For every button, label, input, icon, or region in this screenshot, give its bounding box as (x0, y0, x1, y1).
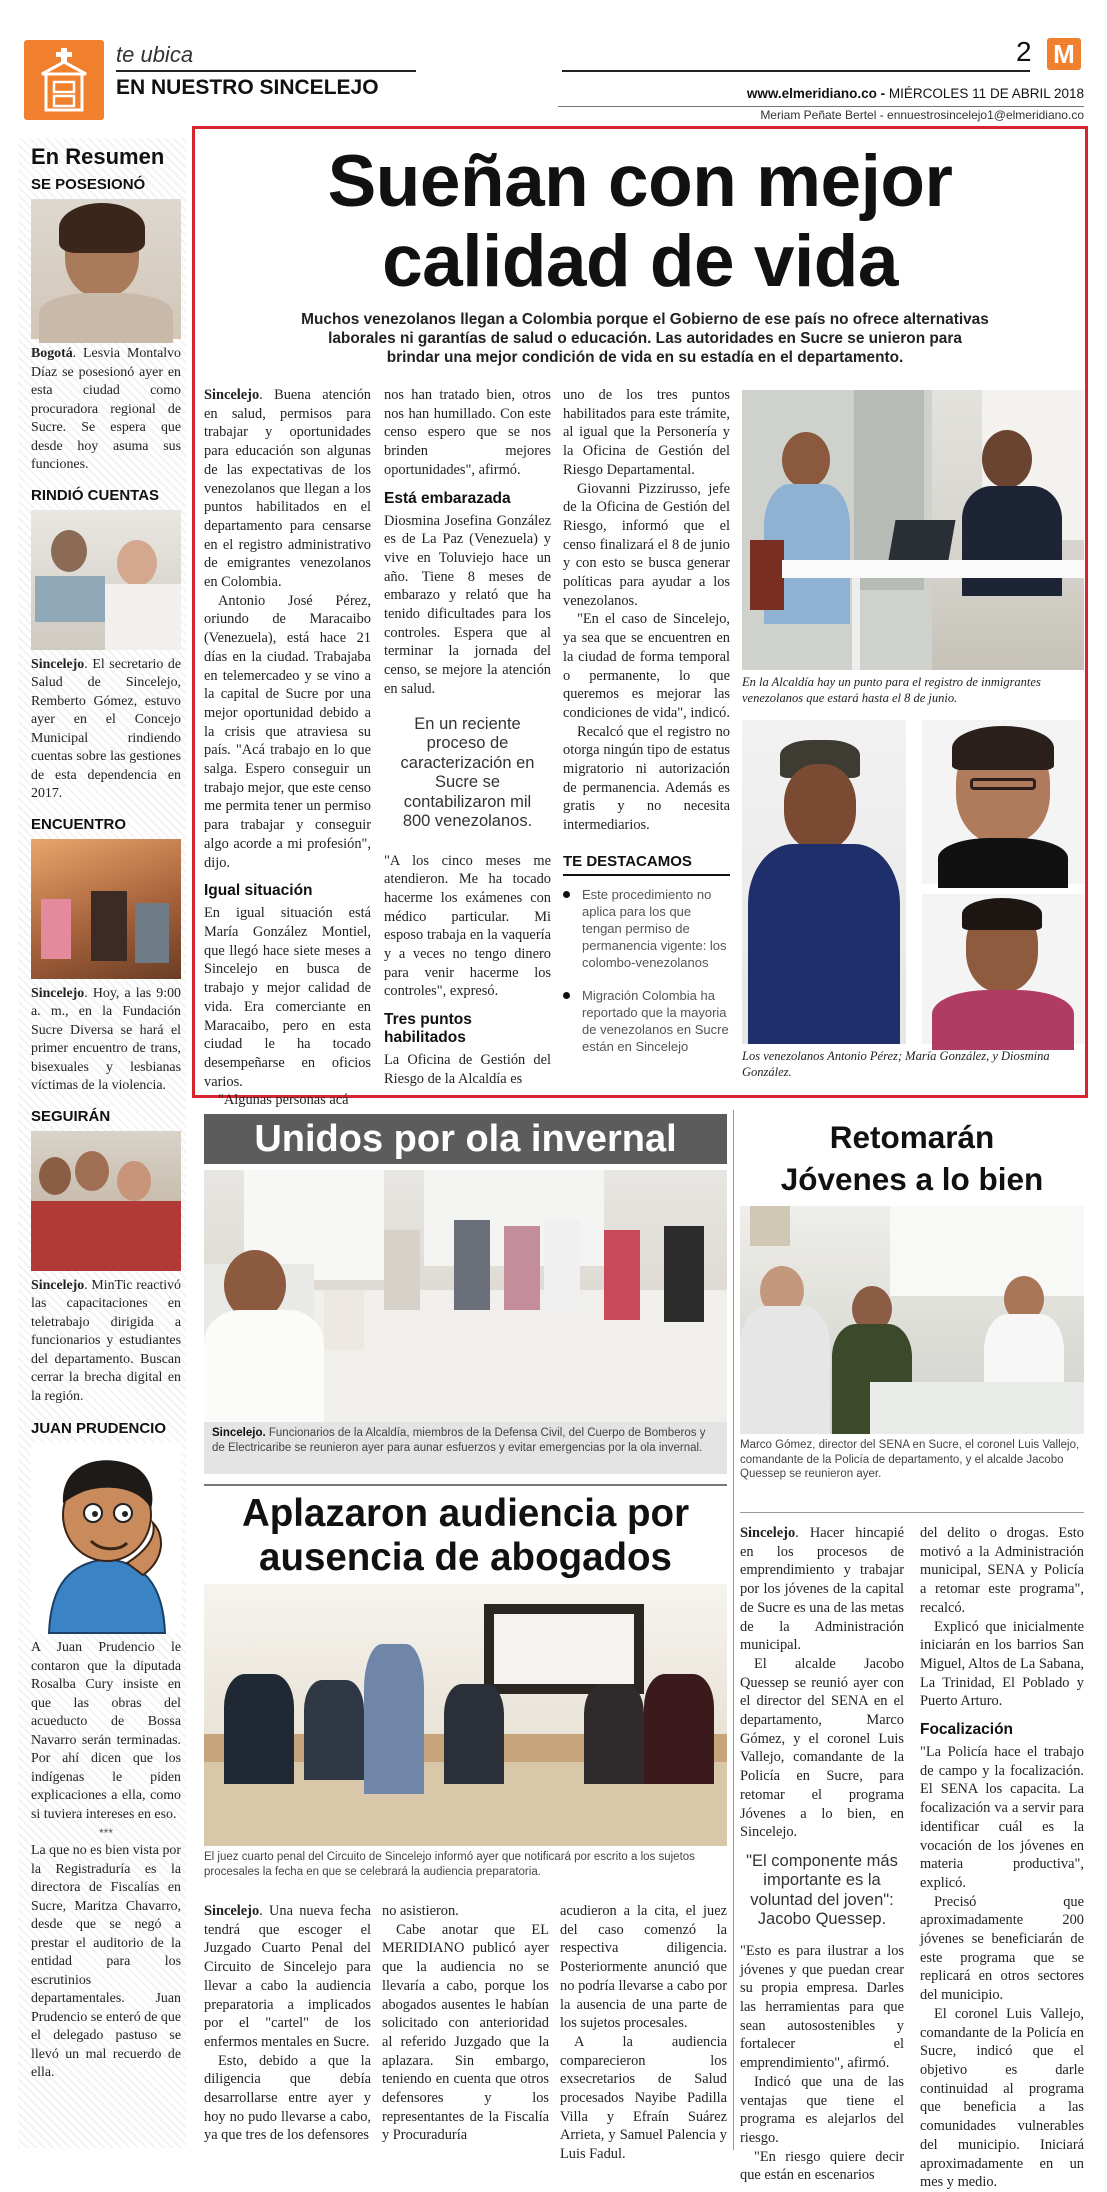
juan-prudencio-cartoon (31, 1443, 181, 1633)
photo-ola-meeting (204, 1170, 727, 1422)
ola-caption: Sincelejo. Funcionarios de la Alcaldía, miembros de la Defensa Civil, del Cuerpo de Bomberos y de Electricaribe se reunieron ayer para aunar esfuerzos y evitar emergencias por la ola invernal. (212, 1427, 706, 1454)
brief-text-5b: La que no es bien vista por la Registraduría es la directora de Fiscalías en Sucre, Maritza Chavarro, desde que se negó a prestar el auditorio de la entidad para los escrutinios departamentales. Juan Prudencio se enteró de que el delegado pastuso se llevó un mal recuerdo de ella. (31, 1843, 181, 2080)
subhead-embarazada: Está embarazada (384, 489, 511, 507)
separator: *** (98, 1826, 113, 1840)
brief-head-3: ENCUENTRO (31, 815, 127, 833)
photo-antonio (742, 720, 906, 1044)
brief-head-4: SEGUIRÁN (31, 1107, 111, 1125)
audiencia-col-1: Sincelejo. Una nueva fecha tendrá que escoger el Juzgado Cuarto Penal del Circuito de Sincelejo para llevar a cabo la audiencia preparatoria a implicados por el "cartel" de los enfermos mentales en Sucre. Esto, debido a que la diligencia que debía desarrollarse entre ayer y hoy no pudo llevarse a cabo, ya que tres de los defensores (204, 1903, 371, 2144)
brief-photo-1 (31, 199, 181, 339)
jovenes-col-1: Sincelejo. Hacer hincapié en los procesos de emprendimiento y trabajar por los jóvenes de la capital de Sucre es una de las metas de la Administración municipal. El alcalde Jacobo Quessep se reunió ayer con el director del SENA en el departamento, Marco Gómez, y el coronel Luis Vallejo, comandante de la Policía en Sucre, para retomar el programa Jóvenes a lo bien, en Sincelejo. "El componente más importante es la voluntad del joven": Jacobo Quessep. "Esto es para ilustrar a los jóvenes y que puedan crear su propia empresa. Darles las herramientas para que sean autosostenibles y fortalecer el emprendimiento", afirmó. Indicó que una de las ventajas que tiene el programa es alejarlos del riesgo. "En riesgo quiere decir que están en escenarios (740, 1525, 904, 2184)
issue-date: MIÉRCOLES 11 DE ABRIL 2018 (885, 86, 1084, 101)
pull-quote-census: En un reciente proceso de caracterización en Sucre se contabilizaron mil 800 venezolanos. (400, 714, 535, 831)
audiencia-col-2: no asistieron. Cabe anotar que EL MERIDIANO publicó ayer que la audiencia no se llevaría a cabo, porque los abogados ausentes le habían solicitado con anterioridad al referido Juzgado que la aplazara. Sin embargo, teniendo en cuenta que otros defensores y los representantes de la Fiscalía y Procuraduría (382, 1903, 549, 2144)
section-tag-big: EN NUESTRO SINCELEJO (116, 76, 379, 99)
subhead-focalizacion: Focalización (920, 1721, 1014, 1739)
ola-headline-bar (204, 1114, 727, 1164)
brief-photo-4 (31, 1131, 181, 1271)
highlight-item: Este procedimiento no aplica para los que tengan permiso de permanencia vigente: los colombo-venezolanos (563, 886, 730, 971)
brief-text-2: Sincelejo. El secretario de Salud de Sincelejo, Remberto Gómez, estuvo ayer en el Concejo Municipal rindiendo cuentas sobre las gestiones de esta dependencia en 2017. (31, 656, 181, 801)
brief-head-1: SE POSESIONÓ (31, 176, 146, 193)
feature-col-2: nos han tratado bien, otros nos han humillado. Con este censo espero que se nos brinden mejores oportunidades", afirmó. Está embarazada Diosmina Josefina González es de La Paz (Venezuela) y vive en Toluviejo hace un año. Tiene 8 meses de embarazo y relató que ha tenido dificultades para los controles. Espera que al terminar la jornada del censo, se mejore la atención en salud. En un reciente proceso de caracterización en Sucre se contabilizaron mil 800 venezolanos. "A los cinco meses me atendieron. Me ha tocado hacerme los exámenes con médico particular. Mi esposo trabaja en la vaquería y a veces no tengo dinero para venir hacerme los controles", expresó. Tres puntos habilitados La Oficina de Gestión del Riesgo de la Alcaldía es (384, 387, 551, 1087)
sidebar-content (31, 144, 181, 2083)
brief-text-3: Sincelejo. Hoy, a las 9:00 a. m., en la Fundación Sucre Diversa se hará el primer encuentro de trans, bisexuales y lesbianas víctimas de la violencia. (31, 985, 181, 1093)
highlight-item: Migración Colombia ha reportado que la mayoria de venezolanos en Sucre están en Sincelejo (563, 987, 730, 1055)
section-tag-small: te ubica (116, 42, 194, 67)
photo-caption-1: En la Alcaldía hay un punto para el registro de inmigrantes venezolanos que estará hasta el 8 de junio. (742, 675, 1041, 705)
jovenes-col-2: del delito o drogas. Esto motivó a la Administración municipal, SENA y Policía a retomar este programa", recalcó. Explicó que inicialmente iniciarán en los barrios San Miguel, Altos de La Sabana, La Trinidad, El Poblado y Puerto Arturo. Focalización "La Policía hace el trabajo de campo y la focalización. El SENA los capacita. La focalización va a servir para identificar cuál es la vocación de los jóvenes en materia productiva", explicó. Precisó que aproximadamente 200 jóvenes se beneficiarán de este programa que se replicará en otros sectores del municipio. El coronel Luis Vallejo, comandante de la Policía en Sucre, indicó que el objetivo es darle continuidad al programa que beneficia a las comunidades vulnerables del municipio. Iniciará aproximadamente en un mes y medio. (920, 1525, 1084, 2191)
photo-maria (922, 720, 1084, 884)
brief-text-5: A Juan Prudencio le contaron que la diputada Rosalba Cury insiste en que las obras del acueducto de Bossa Navarro serán terminadas. Por ahí dicen que los indígenas le piden explicaciones a ella, como si tuviera intereses en eso. (31, 1640, 181, 1822)
brief-text-1: Bogotá. Lesvia Montalvo Díaz se posesionó ayer en esta ciudad como procuradora regional de Sucre. Se espera que desde hoy asuma sus funciones. (31, 346, 181, 472)
brief-photo-2 (31, 510, 181, 650)
feature-headline: Sueñan con mejor calidad de vida (327, 141, 953, 302)
subhead-tres-puntos: Tres puntos habilitados (384, 1011, 472, 1047)
highlights-title: TE DESTACAMOS (563, 853, 730, 876)
sidebar-title: En Resumen (31, 144, 165, 169)
jovenes-caption: Marco Gómez, director del SENA en Sucre, el coronel Luis Vallejo, comandante de la Policía de departamento, y el alcalde Jacobo Quessep se reunieron ayer. (740, 1439, 1080, 1480)
brief-photo-3 (31, 839, 181, 979)
ola-headline: Unidos por ola invernal (254, 1118, 677, 1160)
church-icon (24, 40, 104, 120)
section-rule (204, 1484, 727, 1486)
ola-caption-box (204, 1422, 727, 1474)
pull-quote-quessep: "El componente más importante es la voluntad del joven": Jacobo Quessep. (746, 1851, 898, 1929)
feature-col-3: uno de los tres puntos habilitados para este trámite, al igual que la Personería y la Oficina de Gestión del Riesgo Departamental. Giovanni Pizzirusso, jefe de la Oficina de Gestión del Riesgo, informó que el censo finalizará el 8 de junio y con esto se busca generar políticas para ayudar a los venezolanos. "En el caso de Sincelejo, ya sea que se encuentren en la ciudad de forma temporal o permanente, lo que queremos es mejorar las condiciones de vida", indicó. Recalcó que el registro no otorga ningún tipo de estatus migratorio ni autorización de permanencia. Además es gratis y no necesita intermediarios. TE DESTACAMOS Este procedimiento no aplica para los que tengan permiso de permanencia vigente: los colombo-venezolanos Migración Colombia ha reportado que la mayoria de venezolanos en Sucre están en Sincelejo (563, 387, 730, 1054)
jovenes-headline: Retomarán Jóvenes a lo bien (780, 1119, 1044, 1197)
brief-head-5: JUAN PRUDENCIO (31, 1420, 167, 1437)
feature-col-1: Sincelejo. Buena atención en salud, permisos para trabajar y oportunidades para educación son algunas de las expectativas de los venezolanos que llegan a los puntos habilitados en el departamento para censarse en el registro administrativo de emigrantes venezolanos en Colombia. Antonio José Pérez, oriundo de Maracaibo (Venezuela), está hace 21 días en la ciudad. Trabajaba en telemercadeo y se vino a la capital de Sucre por una mejor oportunidad debido a la crisis que atraviesa su país. "Acá trabajo en lo que salga. Espero conseguir un trabajo mejor, que este censo me permita tener un permiso para trabajar y conseguir algo acorde a mi profesión", dijo. Igual situación En igual situación está María González Montiel, que llegó hace siete meses a Sincelejo en busca de trabajo y mejor calidad de vida. Era comerciante en Maracaibo, pero en esta ciudad le ha tocado desempeñarse en oficios varios. "Algunas personas acá (204, 387, 371, 1109)
photo-sena-meeting (740, 1206, 1084, 1434)
photo-court-hearing (204, 1584, 727, 1846)
column-rule (733, 1110, 734, 2150)
jovenes-rule (740, 1512, 1084, 1513)
photo-registration-desk (742, 390, 1084, 670)
audiencia-col-3: acudieron a la cita, el juez del caso comenzó la respectiva diligencia. Posteriormente anunció que no podría llevarse a cabo por la ausencia de una parte de los sujetos procesales. A la audiencia comparecieron los exsecretarios de Salud procesados Nayibe Padilla Villa y Efraín Suárez Arrieta, y Samuel Palencia y Luis Fadul. (560, 1903, 727, 2163)
dateline (640, 86, 1084, 101)
byline: Meriam Peñate Bertel - ennuestrosincelejo1@elmeridiano.co (760, 108, 1084, 122)
photo-diosmina (922, 894, 1084, 1044)
audiencia-headline: Aplazaron audiencia por ausencia de abogados (241, 1492, 690, 1579)
audiencia-caption: El juez cuarto penal del Circuito de Sincelejo informó ayer que notificará por escrito a los sujetos procesales la fecha en que se celebrará la audiencia preparatoria. (204, 1851, 695, 1878)
section-logo-box (24, 40, 104, 120)
photo-caption-2: Los venezolanos Antonio Pérez; María González, y Diosmina González. (742, 1049, 1050, 1079)
page-number: 2 (1016, 36, 1032, 67)
website[interactable]: www.elmeridiano.co - (746, 86, 886, 101)
subhead-igual: Igual situación (204, 882, 313, 900)
brief-text-4: Sincelejo. MinTic reactivó las capacitaciones en teletrabajo dirigida a funcionarios y estudiantes del departamento. Buscan cerrar la brecha digital en la región. (31, 1277, 181, 1404)
brief-head-2: RINDIÓ CUENTAS (31, 486, 160, 504)
newspaper-logo: M (1047, 38, 1081, 70)
feature-deck: Muchos venezolanos llegan a Colombia porque el Gobierno de ese país no ofrece alternativas laborales ni garantías de salud o educación. Las autoridades en Sucre se unieron para brindar una mejor condición de vida en su estadía en el departamento. (301, 311, 989, 366)
